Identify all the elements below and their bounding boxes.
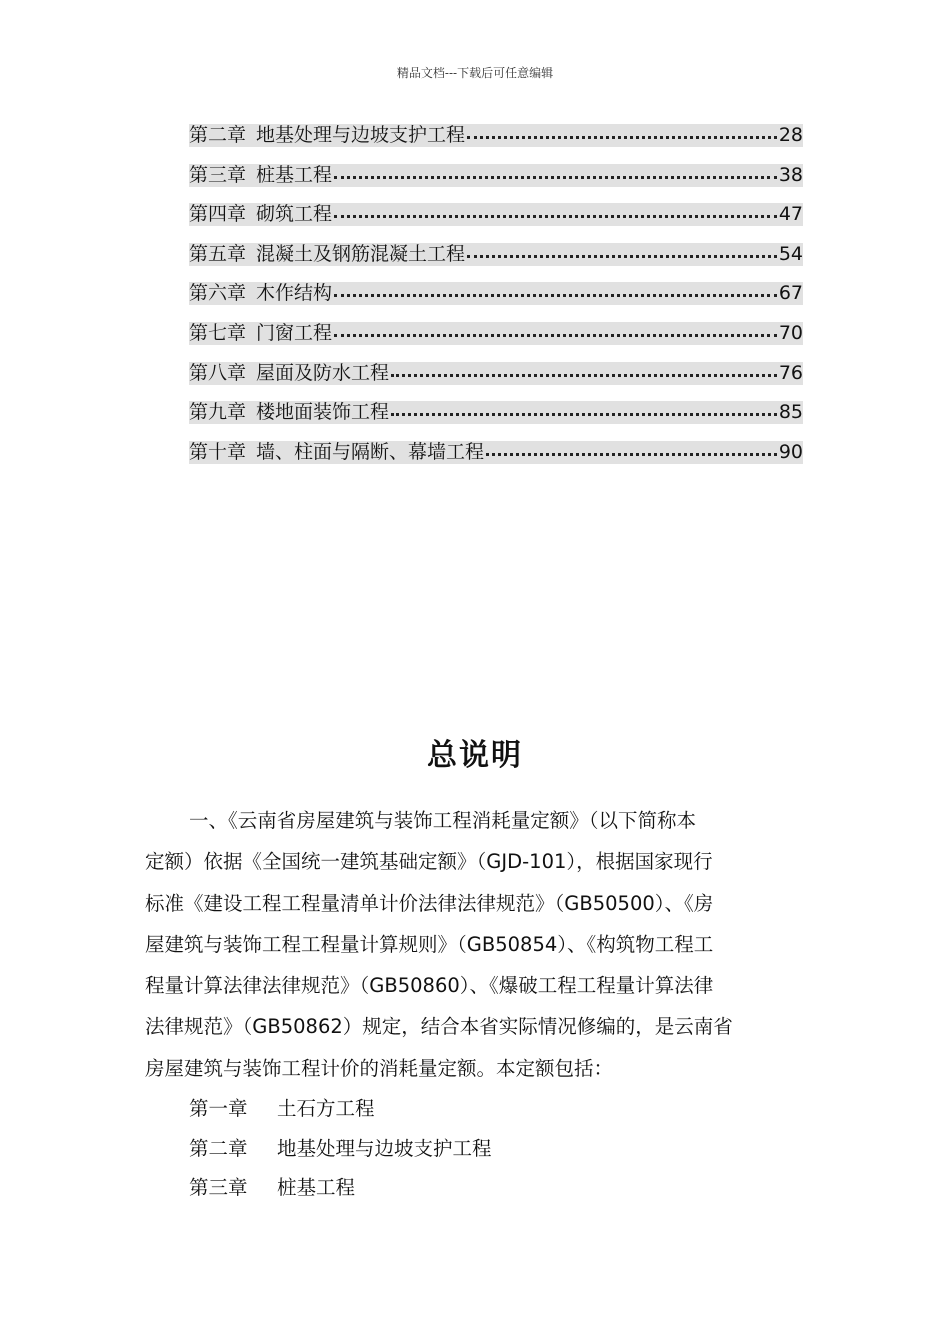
toc-title: 地基处理与边坡支护工程 [256,124,466,146]
toc-entry[interactable] [189,243,803,266]
toc-title: 屋面及防水工程 [256,361,390,384]
chapter-number: 第三章 [189,1176,248,1200]
toc-page-number: 38 [778,163,803,186]
toc-entry[interactable] [189,124,803,147]
chapter-title: 桩基工程 [277,1176,356,1200]
section-title: 总说明 [427,738,523,774]
toc-chapter: 第二章 [189,124,247,146]
toc-dot-leader [332,322,779,345]
paragraph-line: 定额）依据《全国统一建筑基础定额》（GJD-101），根据国家现行 [145,850,713,874]
toc-entry[interactable] [189,164,803,187]
toc-title: 门窗工程 [256,321,333,344]
toc-chapter: 第五章 [189,242,247,265]
intro-paragraph [145,800,805,1089]
toc-dot-leader [332,282,779,305]
toc-dot-leader [465,243,779,266]
paragraph-line: 程量计算法律法律规范》（GB50860）、《爆破工程工程量计算法律 [145,974,714,998]
chapter-list-item [145,1168,805,1208]
chapter-title: 土石方工程 [277,1097,375,1121]
toc-page-number: 90 [778,440,803,463]
paragraph-line: 法律规范》（GB50862）规定，结合本省实际情况修编的，是云南省 [145,1015,733,1039]
toc-chapter: 第八章 [189,361,247,384]
toc-title: 混凝土及钢筋混凝土工程 [256,242,466,265]
toc-dot-leader [465,124,779,147]
toc-entry[interactable] [189,282,803,305]
paragraph-line: 一、《云南省房屋建筑与装饰工程消耗量定额》（以下简称本 [189,809,697,832]
chapter-list-item [145,1129,805,1169]
chapter-number: 第二章 [189,1136,248,1160]
toc-page-number: 54 [778,242,803,265]
toc-page-number: 70 [778,321,803,344]
toc-title: 楼地面装饰工程 [256,401,390,424]
toc-page-number: 76 [778,361,803,384]
chapter-number: 第一章 [189,1097,248,1121]
toc-dot-leader [389,401,779,424]
paragraph-line: 房屋建筑与装饰工程计价的消耗量定额。本定额包括： [145,1056,614,1080]
toc-entry[interactable] [189,441,803,464]
section-body [145,800,805,1208]
toc-chapter: 第九章 [189,401,247,424]
toc-dot-leader [389,362,779,385]
toc-entry[interactable] [189,322,803,345]
toc-page-number: 28 [778,124,803,146]
toc-chapter: 第七章 [189,321,247,344]
toc-page-number: 47 [778,203,803,226]
toc-entry[interactable] [189,401,803,424]
toc-title: 砌筑工程 [256,203,333,226]
toc-title: 木作结构 [256,282,333,305]
toc-entry[interactable] [189,203,803,226]
paragraph-line: 屋建筑与装饰工程工程量计算规则》（GB50854）、《构筑物工程工 [145,932,714,956]
toc-entry[interactable] [189,362,803,385]
toc-chapter: 第十章 [189,440,247,463]
toc-title: 墙、柱面与隔断、幕墙工程 [256,440,485,463]
paragraph-line: 标准《建设工程工程量清单计价法律法律规范》（GB50500）、《房 [145,891,714,915]
chapter-list [145,1089,805,1208]
toc-chapter: 第三章 [189,163,247,186]
toc-title: 桩基工程 [256,163,333,186]
toc-dot-leader [332,164,779,187]
toc-page-number: 67 [778,282,803,305]
toc-chapter: 第六章 [189,282,247,305]
page-header: 精品文档---下载后可任意编辑 [396,66,554,80]
toc-chapter: 第四章 [189,203,247,226]
toc-dot-leader [332,203,779,226]
chapter-title: 地基处理与边坡支护工程 [277,1136,492,1160]
toc-dot-leader [484,441,779,464]
chapter-list-item [145,1089,805,1129]
toc-page-number: 85 [778,401,803,424]
table-of-contents [189,124,803,480]
